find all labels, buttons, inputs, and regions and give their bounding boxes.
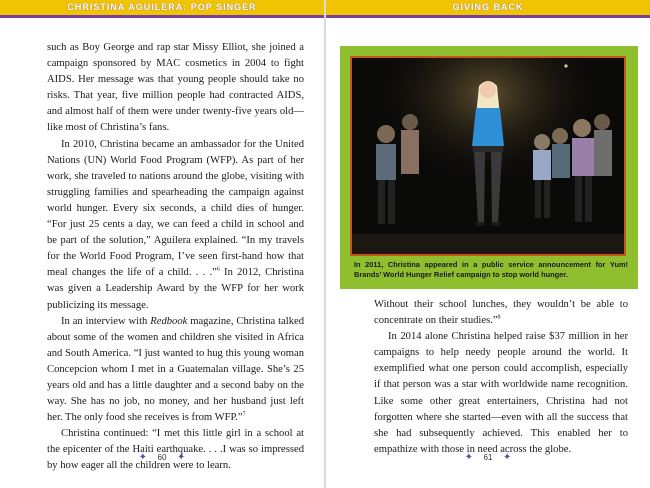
endnote-ref: 7	[242, 411, 246, 418]
page-number: 60	[157, 453, 167, 462]
running-header-bar	[326, 0, 650, 18]
body-text	[47, 40, 304, 475]
running-header: GIVING BACK	[452, 2, 524, 12]
photo-caption: In 2011, Christina appeared in a public service announcement for Yum! Brands’ World Hunger Relief campaign to stop world hunger.	[354, 260, 628, 279]
body-text	[374, 297, 628, 458]
stage-photo	[350, 56, 626, 256]
page-footer	[0, 453, 324, 462]
right-page	[326, 0, 650, 488]
diamond-ornament-icon: ✦	[502, 452, 512, 464]
paragraph	[47, 314, 304, 427]
paragraph: In 2014 alone Christina helped raise $37 million in her campaigns to help needy people around the world. It exemplified what one person could accomplish, especially if that person was a star with worldwide name recognition. Like some other great entertainers, Christina had not forgotten where she started—even with all the success that she had subsequently achieved. This enabled her to empathize with those in need across the globe.	[374, 331, 628, 455]
endnote-ref: 6	[216, 266, 220, 273]
magazine-title: Redbook	[150, 315, 188, 327]
paragraph-text: Without their school lunches, they wouldn’t be able to concentrate on their studies.”	[374, 299, 628, 327]
paragraph-text: In 2010, Christina became an ambassador for the United Nations (UN) World Food Program (WFP). As part of her work, she traveled to nations around the globe, visiting with struggling families and spearheading the campaign against world hunger. Every six seconds, a child dies of hunger. “For just 25 cents a day, we can feed a child in school and be part of the solution,” Aguilera explained. “In my travels for the World Food Program, I’ve seen first-hand how that meal changes the life of a child. . . .”	[47, 138, 304, 279]
diamond-ornament-icon: ✦	[176, 452, 186, 464]
photo-frame	[340, 46, 638, 289]
running-header-bar	[0, 0, 324, 18]
paragraph-text: In 2012, Christina was given a Leadership Award by the WFP for her work publicizing its message.	[47, 267, 304, 311]
paragraph	[374, 297, 628, 329]
endnote-ref: 8	[497, 314, 501, 321]
running-header: CHRISTINA AGUILERA: POP SINGER	[67, 2, 257, 12]
paragraph	[47, 137, 304, 314]
page-number: 61	[483, 453, 493, 462]
paragraph: such as Boy George and rap star Missy Elliot, she joined a campaign sponsored by MAC cosmetics in 2004 to fight AIDS. Her message was that young people should take no risks. That year, five million people had contracted AIDS, and almost half of them were under twenty-five years old—like most of Christina’s fans.	[47, 42, 304, 134]
diamond-ornament-icon: ✦	[464, 452, 473, 464]
paragraph-text: magazine, Christina talked about some of the women and children she visited in Africa and South America. “I just wanted to hug this young woman Concepcion whom I met in a Guatemalan village. She’s 25 years old and has a little daughter and a second baby on the way. She has no job, no money, and her husband just left her. The only food she receives is from WFP.”	[47, 315, 304, 424]
page-footer	[326, 453, 650, 462]
paragraph-text: In an interview with	[61, 315, 148, 327]
stage-photo-illustration	[352, 58, 624, 254]
left-page	[0, 0, 324, 488]
paragraph: Christina continued: “I met this little girl in a school at the epicenter of the Haiti earthquake. . . .I was so impressed by how eager all the children were to learn.	[47, 428, 304, 472]
diamond-ornament-icon: ✦	[138, 452, 147, 464]
